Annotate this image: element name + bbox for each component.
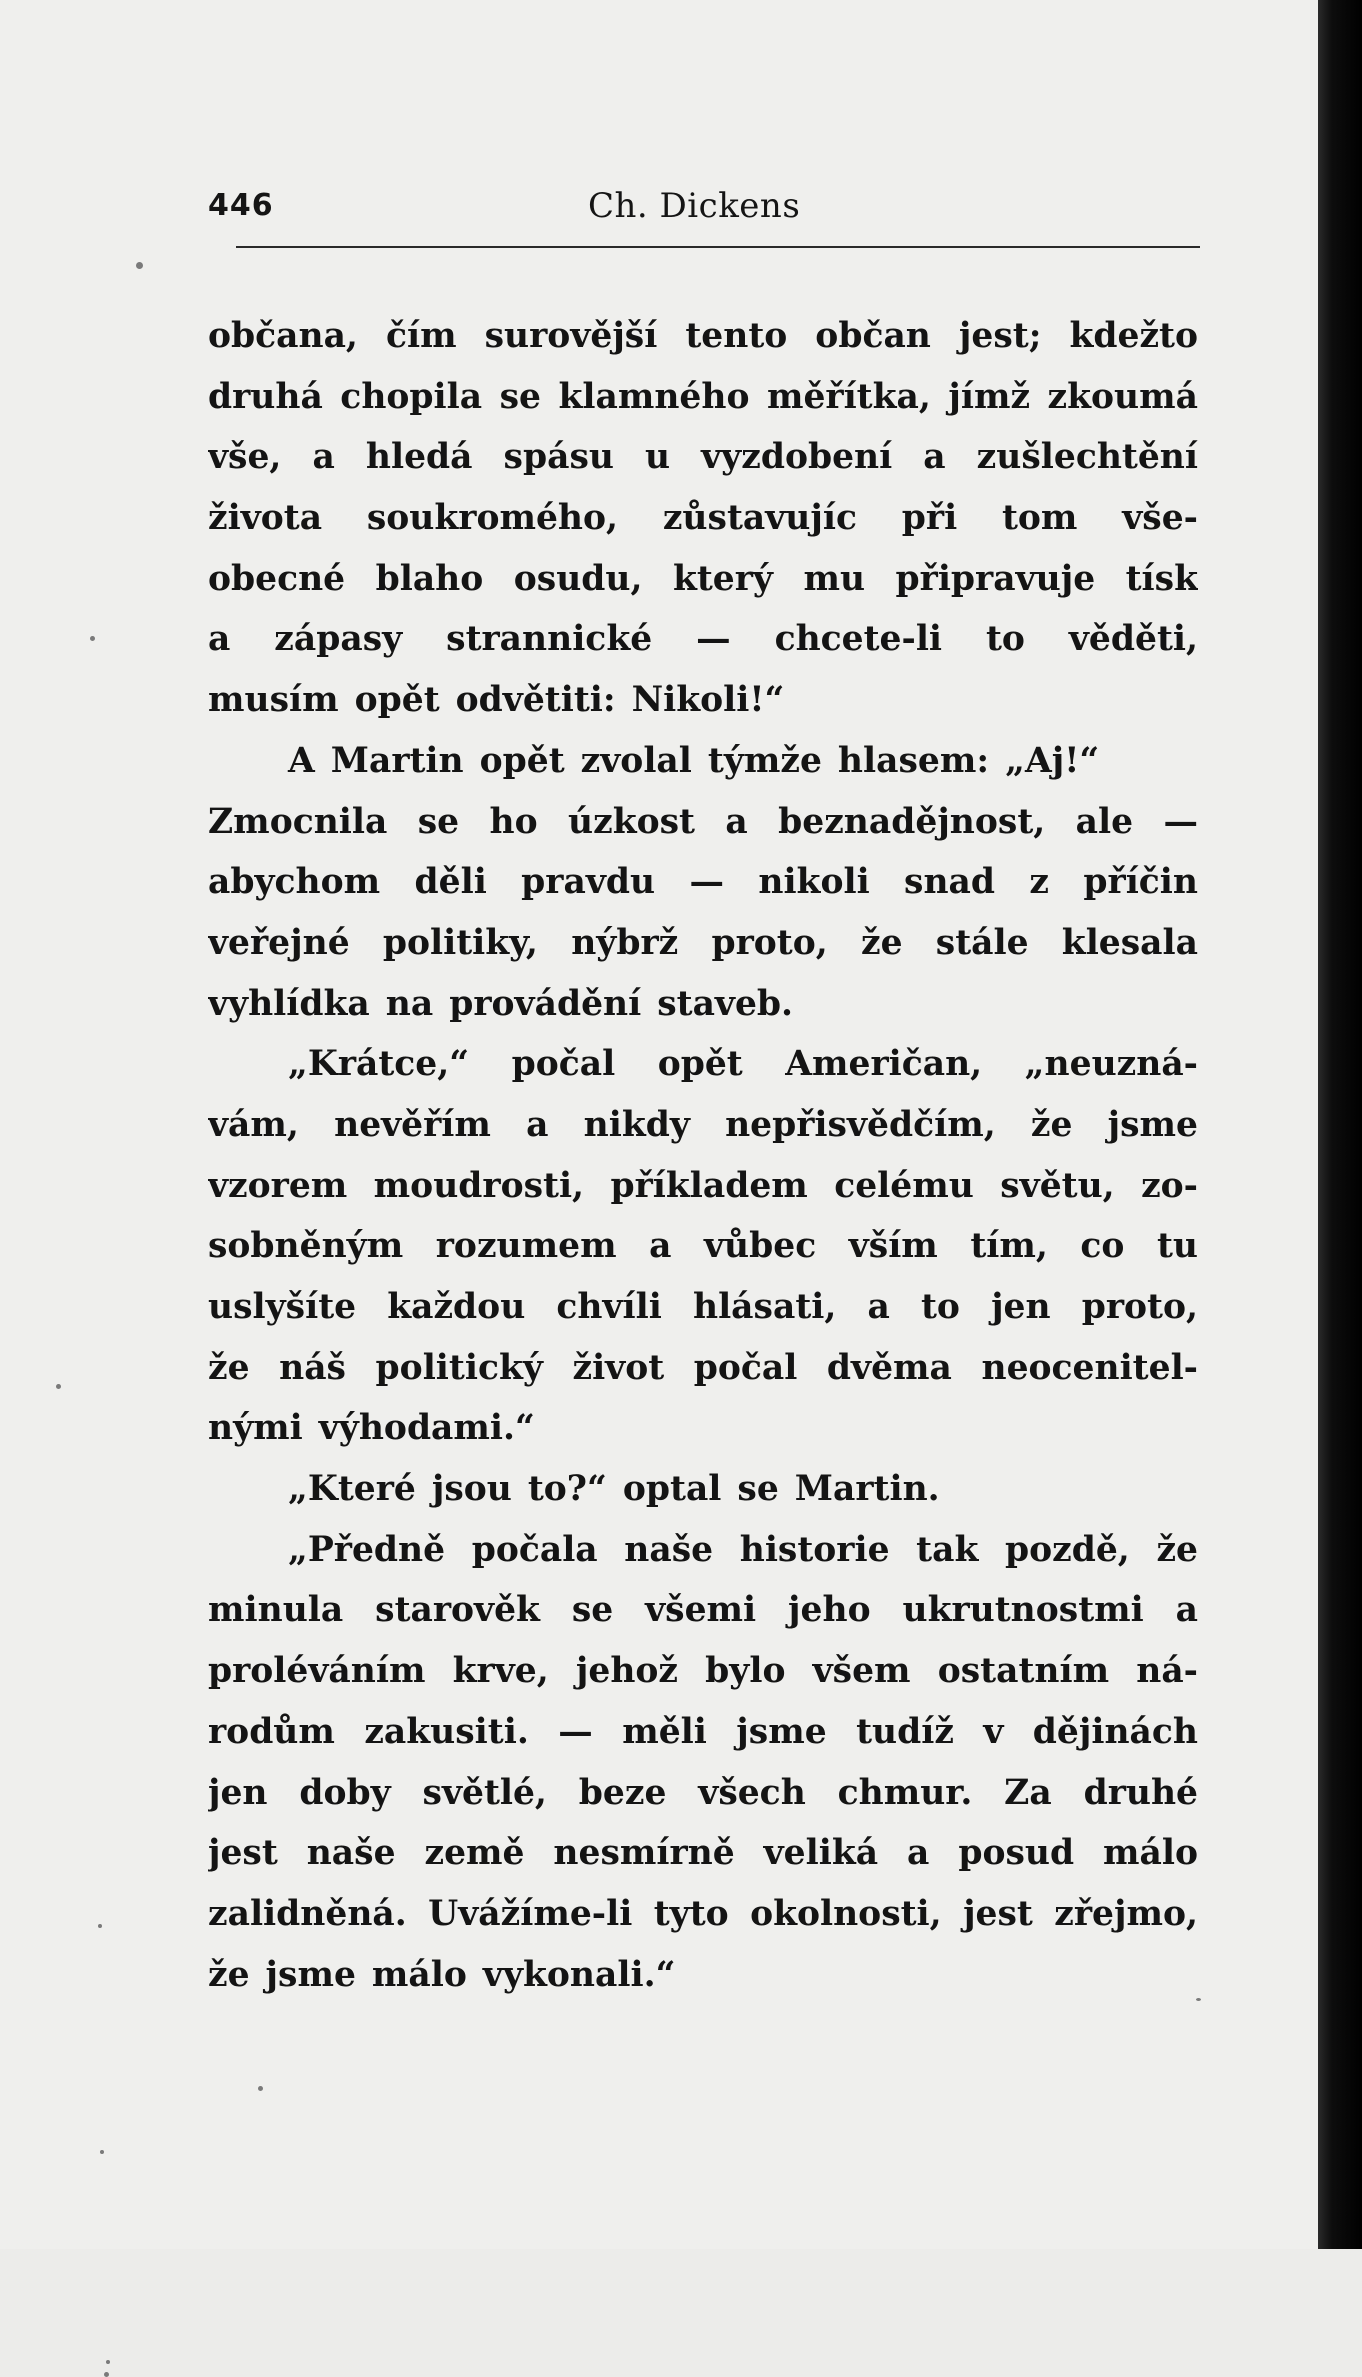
text-line: zalidněná. Uvážíme-li tyto okolnosti, jest zřejmo, <box>208 1893 1198 1934</box>
text-line: obecné blaho osudu, který mu připravuje tísk <box>208 558 1198 599</box>
text-line: proléváním krve, jehož bylo všem ostatním ná- <box>208 1651 1198 1692</box>
text-line: vám, nevěřím a nikdy nepřisvědčím, že jsme <box>208 1104 1198 1145</box>
text-line: vzorem moudrosti, příkladem celému světu, zo- <box>208 1165 1198 1206</box>
text-line: veřejné politiky, nýbrž proto, že stále klesala <box>208 922 1198 963</box>
text-line: abychom děli pravdu — nikoli snad z příčin <box>208 862 1198 903</box>
text-line: jest naše země nesmírně veliká a posud málo <box>208 1833 1198 1874</box>
text-line: že náš politický život počal dvěma neocenitel- <box>208 1347 1198 1388</box>
text-line: Zmocnila se ho úzkost a beznadějnost, ale — <box>208 801 1198 842</box>
text-line: a zápasy strannické — chcete-li to věděti, <box>208 619 1198 660</box>
paper-speck <box>1196 1998 1201 2001</box>
text-line: „Krátce,“ počal opět Američan, „neuzná- <box>288 1044 1198 1085</box>
paper-speck <box>100 2150 104 2154</box>
body-text <box>208 306 1198 2005</box>
paper-speck <box>56 1384 61 1389</box>
page-number: 446 <box>208 188 274 223</box>
header-rule <box>236 246 1200 248</box>
paper-speck <box>98 1924 102 1928</box>
text-line: sobněným rozumem a vůbec vším tím, co tu <box>208 1226 1198 1267</box>
text-line: občana, čím surovější tento občan jest; kdežto <box>208 316 1198 356</box>
text-line: vyhlídka na provádění staveb. <box>208 983 794 1024</box>
paper-speck <box>106 2360 110 2364</box>
paper-speck <box>104 2372 109 2377</box>
text-line: života soukromého, zůstavujíc při tom vše- <box>208 498 1198 539</box>
text-line: rodům zakusiti. — měli jsme tudíž v dějinách <box>208 1711 1198 1752</box>
scan-edge <box>1318 0 1362 2249</box>
text-line: musím opět odvětiti: Nikoli!“ <box>208 680 785 721</box>
text-line: nými výhodami.“ <box>208 1408 535 1449</box>
text-line: „Předně počala naše historie tak pozdě, že <box>288 1529 1198 1570</box>
text-line: vše, a hledá spásu u vyzdobení a zušlechtění <box>208 437 1198 478</box>
paper-speck <box>136 262 143 269</box>
page-header <box>208 178 1198 238</box>
text-line: uslyšíte každou chvíli hlásati, a to jen proto, <box>208 1287 1198 1327</box>
text-line: minula starověk se všemi jeho ukrutnostmi a <box>208 1590 1198 1631</box>
paper-speck <box>90 636 95 641</box>
paper-speck <box>258 2086 263 2091</box>
running-head: Ch. Dickens <box>588 186 801 226</box>
text-line: „Které jsou to?“ optal se Martin. <box>288 1469 940 1510</box>
text-line: že jsme málo vykonali.“ <box>208 1954 676 1995</box>
text-line: jen doby světlé, beze všech chmur. Za druhé <box>208 1772 1198 1813</box>
text-line: A Martin opět zvolal týmže hlasem: „Aj!“ <box>288 740 1100 781</box>
text-line: druhá chopila se klamného měřítka, jímž zkoumá <box>208 376 1198 417</box>
